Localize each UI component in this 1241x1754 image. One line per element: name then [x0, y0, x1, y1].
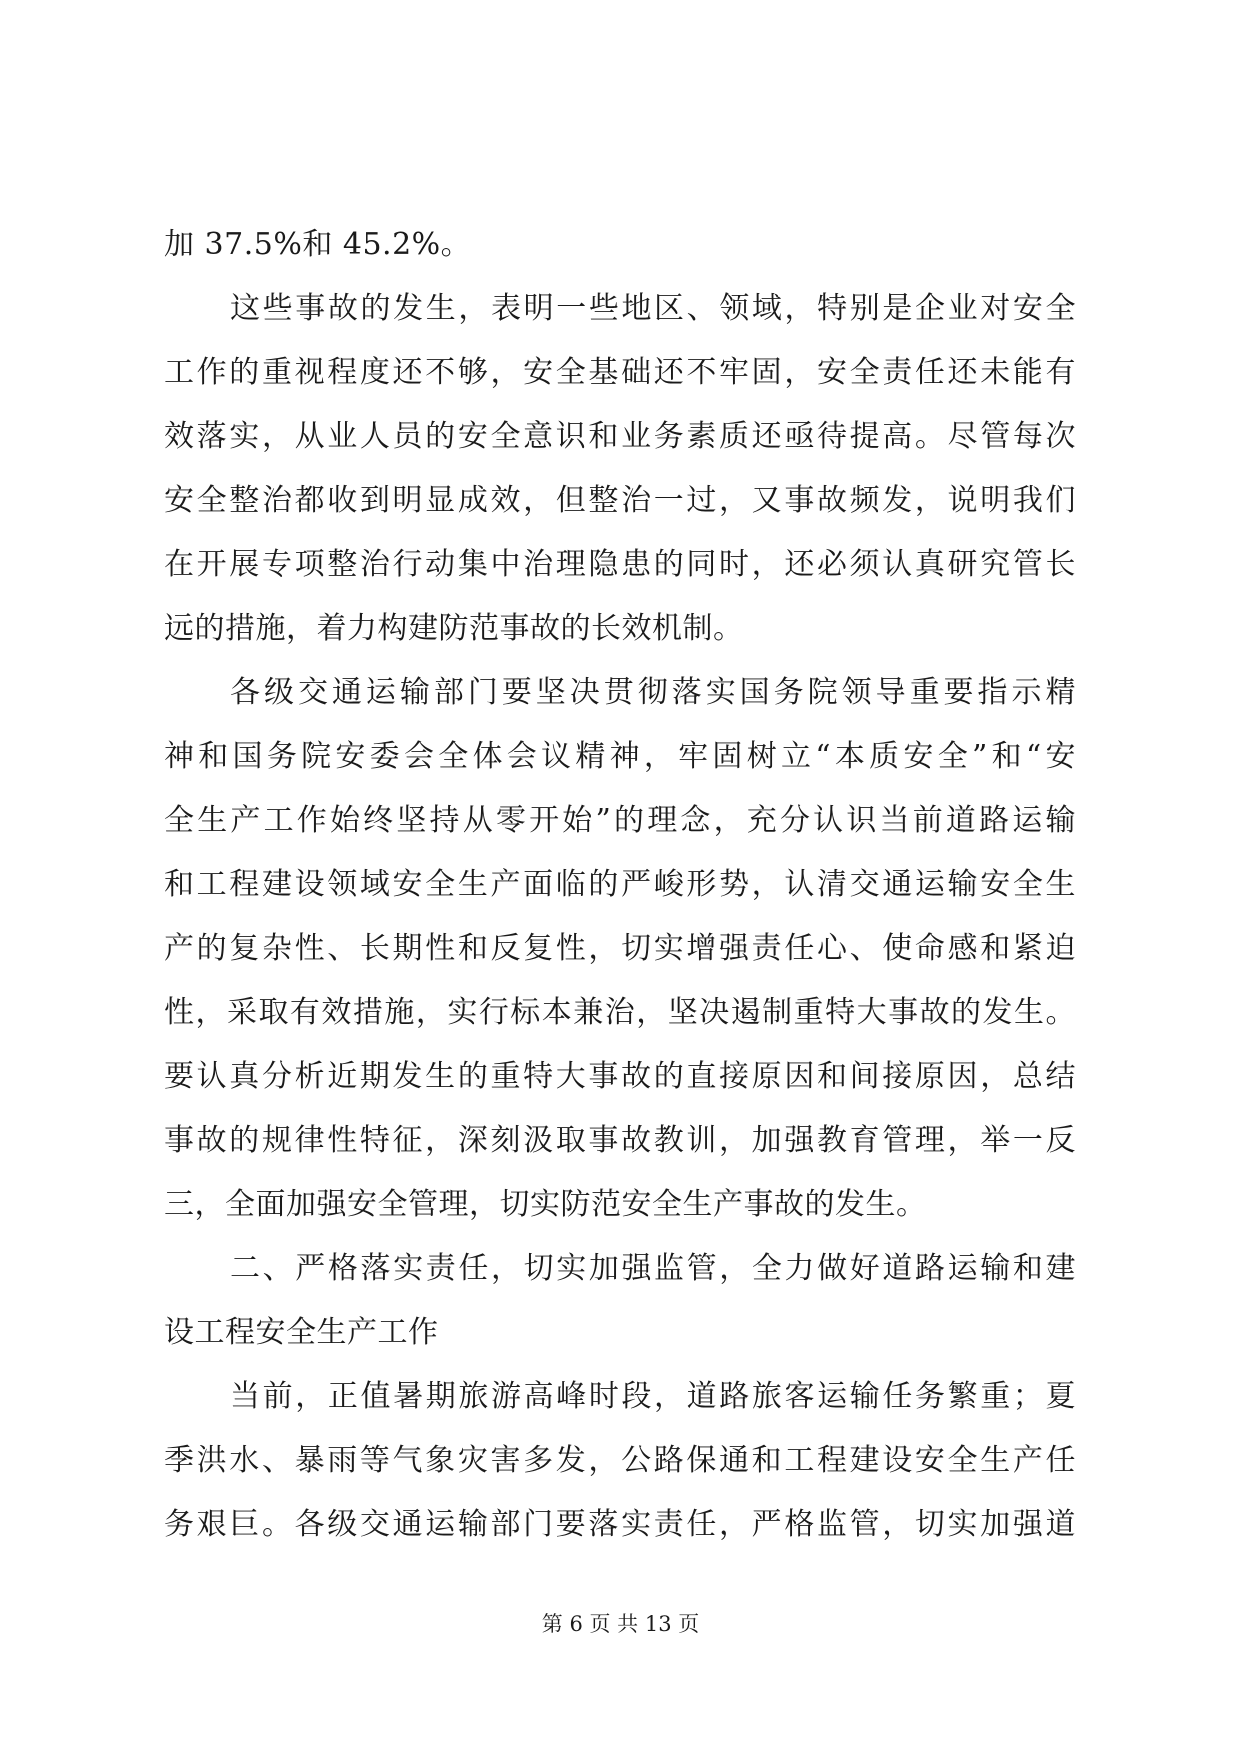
text-line: 远的措施，着力构建防范事故的长效机制。 — [164, 611, 744, 646]
text-line: 事故的规律性特征，深刻汲取事故教训，加强教育管理，举一反 — [164, 1123, 1076, 1158]
text-line: 务艰巨。各级交通运输部门要落实责任，严格监管，切实加强道 — [164, 1507, 1076, 1542]
text-line: 设工程安全生产工作 — [164, 1315, 439, 1350]
page-footer: 第 6 页 共 13 页 — [541, 1612, 700, 1636]
text-line: 安全整治都收到明显成效，但整治一过，又事故频发，说明我们 — [164, 483, 1076, 518]
text-line: 要认真分析近期发生的重特大事故的直接原因和间接原因，总结 — [164, 1059, 1076, 1094]
text-line: 产的复杂性、长期性和反复性，切实增强责任心、使命感和紧迫 — [164, 931, 1076, 966]
text-line: 性，采取有效措施，实行标本兼治，坚决遏制重特大事故的发生。 — [164, 995, 1076, 1030]
text-line: 加 37.5%和 45.2%。 — [164, 227, 472, 262]
text-line: 全生产工作始终坚持从零开始”的理念，充分认识当前道路运输 — [164, 803, 1076, 838]
text-line: 二、严格落实责任，切实加强监管，全力做好道路运输和建 — [230, 1251, 1076, 1286]
document-body — [164, 213, 1076, 1557]
text-line: 和工程建设领域安全生产面临的严峻形势，认清交通运输安全生 — [164, 867, 1076, 902]
text-line: 工作的重视程度还不够，安全基础还不牢固，安全责任还未能有 — [164, 355, 1076, 390]
text-line: 效落实，从业人员的安全意识和业务素质还亟待提高。尽管每次 — [164, 419, 1076, 454]
text-line: 三，全面加强安全管理，切实防范安全生产事故的发生。 — [164, 1187, 927, 1222]
text-line: 季洪水、暴雨等气象灾害多发，公路保通和工程建设安全生产任 — [164, 1443, 1076, 1478]
text-line: 神和国务院安委会全体会议精神，牢固树立“本质安全”和“安 — [164, 739, 1076, 774]
text-line: 当前，正值暑期旅游高峰时段，道路旅客运输任务繁重；夏 — [230, 1379, 1076, 1414]
text-line: 各级交通运输部门要坚决贯彻落实国务院领导重要指示精 — [230, 675, 1076, 710]
text-line: 在开展专项整治行动集中治理隐患的同时，还必须认真研究管长 — [164, 547, 1076, 582]
text-line: 这些事故的发生，表明一些地区、领域，特别是企业对安全 — [230, 291, 1076, 326]
